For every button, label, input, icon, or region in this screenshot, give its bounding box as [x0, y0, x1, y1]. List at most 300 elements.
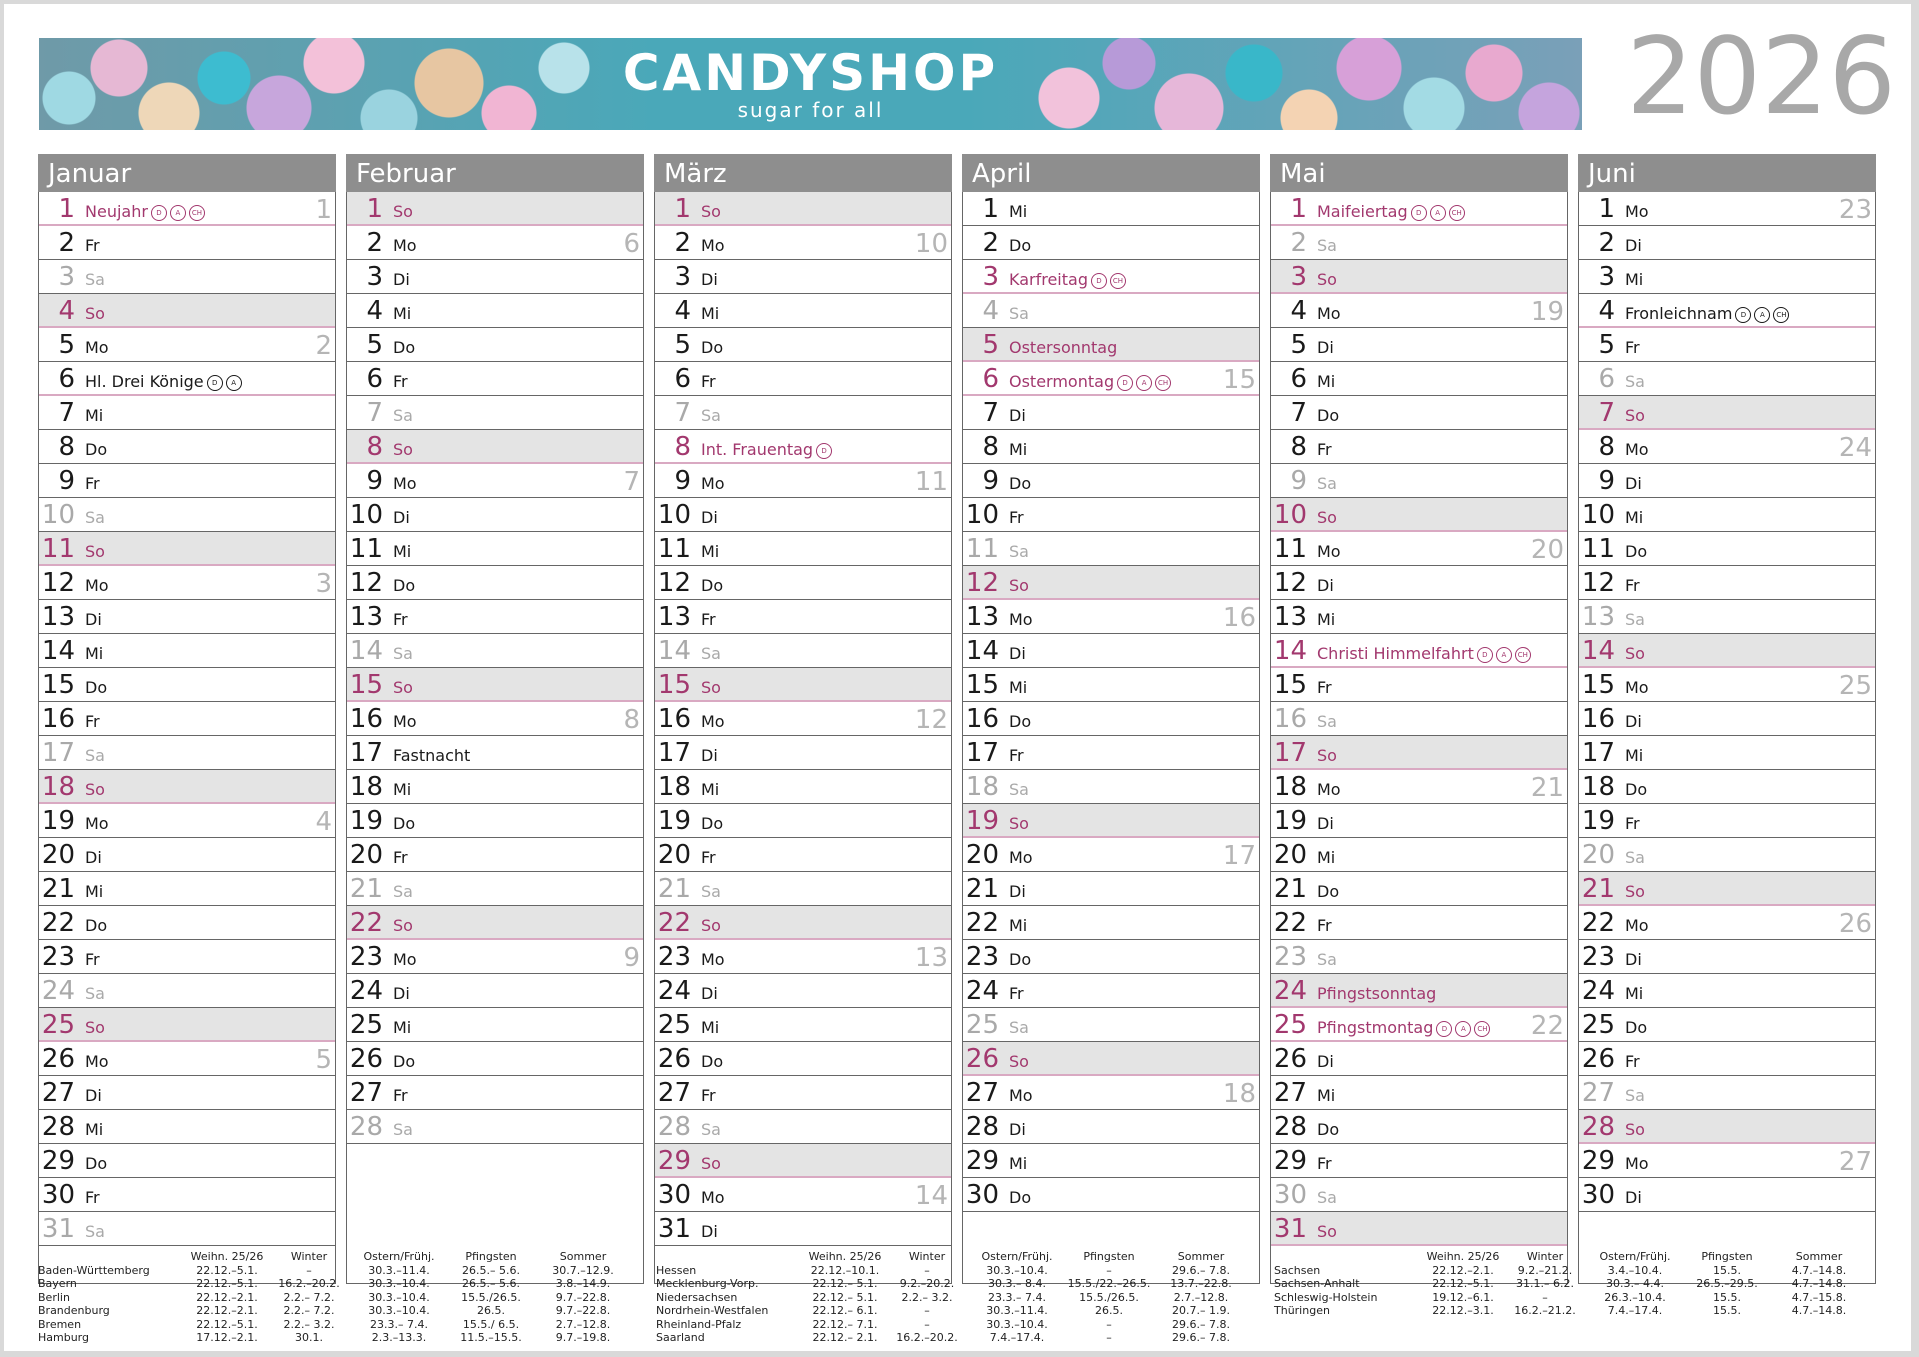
day-label — [393, 984, 410, 1004]
day-number: 18 — [41, 772, 75, 802]
day-row — [655, 770, 951, 804]
holiday-period: 22.12.–2.1. — [196, 1290, 258, 1304]
day-label — [701, 678, 721, 698]
day-label — [1317, 338, 1334, 358]
day-label-text: Mo — [1317, 780, 1341, 799]
holiday-period: 17.12.–2.1. — [196, 1331, 258, 1344]
day-label-text: Fr — [1317, 1154, 1332, 1173]
day-row — [963, 1178, 1259, 1212]
holiday-row — [38, 1277, 638, 1291]
day-row — [39, 804, 335, 838]
day-label-text: Di — [1625, 236, 1642, 255]
day-row — [655, 1008, 951, 1042]
day-label — [85, 712, 100, 732]
day-number: 14 — [1273, 636, 1307, 666]
day-list — [654, 192, 952, 1284]
day-number: 27 — [1581, 1078, 1615, 1108]
day-label-text: Di — [393, 508, 410, 527]
day-label — [1317, 882, 1339, 902]
day-row — [1271, 940, 1567, 974]
day-label — [393, 950, 417, 970]
brand-logo: CANDYSHOP — [622, 44, 999, 102]
day-label — [393, 848, 408, 868]
day-label — [85, 1018, 105, 1038]
day-label-text: Mi — [701, 1018, 720, 1037]
holiday-period: 31.1.– 6.2. — [1516, 1277, 1574, 1290]
day-number: 3 — [1598, 262, 1615, 292]
school-holidays-block — [1274, 1250, 1874, 1318]
day-row — [655, 940, 951, 974]
day-label — [1625, 1154, 1649, 1174]
day-label-text: Ostermontag — [1009, 372, 1115, 391]
day-row — [39, 532, 335, 566]
day-row — [1271, 736, 1567, 770]
day-number: 21 — [41, 874, 75, 904]
day-label — [1625, 440, 1649, 460]
day-label — [701, 610, 716, 630]
holiday-period: 26.5. — [1095, 1304, 1123, 1317]
day-number: 7 — [674, 398, 691, 428]
day-label — [85, 1222, 105, 1242]
day-list — [962, 192, 1260, 1284]
day-row — [39, 328, 335, 362]
day-label — [1009, 1086, 1033, 1106]
day-row — [39, 1212, 335, 1246]
day-row — [655, 396, 951, 430]
day-label — [85, 406, 103, 426]
day-row — [39, 770, 335, 804]
holiday-period: 3.4.–10.4. — [1607, 1263, 1663, 1277]
holiday-table-header — [1274, 1250, 1874, 1264]
day-row — [39, 1042, 335, 1076]
day-row — [39, 396, 335, 430]
country-badge-icon: D — [1117, 375, 1133, 391]
day-row — [1579, 634, 1875, 668]
day-row — [1271, 226, 1567, 260]
day-label-text: Ostersonntag — [1009, 338, 1118, 357]
day-number: 3 — [1290, 262, 1307, 292]
day-number: 5 — [674, 330, 691, 360]
day-number: 31 — [1273, 1214, 1307, 1244]
day-label — [85, 1154, 107, 1174]
month-column — [346, 154, 644, 1284]
holiday-period: 3.8.–14.9. — [555, 1277, 611, 1290]
holiday-row — [38, 1291, 638, 1305]
day-row — [655, 1144, 951, 1178]
week-number: 2 — [315, 331, 332, 361]
day-label — [701, 814, 723, 834]
day-row — [655, 498, 951, 532]
day-label — [85, 916, 107, 936]
day-label-text: So — [393, 916, 413, 935]
day-label — [393, 270, 410, 290]
day-label-text: Mi — [1009, 678, 1028, 697]
state-name: Hamburg — [38, 1331, 89, 1344]
day-row — [39, 294, 335, 328]
day-row — [347, 1110, 643, 1144]
day-number: 15 — [965, 670, 999, 700]
day-label-text: Mo — [1625, 1154, 1649, 1173]
day-number: 8 — [982, 432, 999, 462]
day-row — [1579, 600, 1875, 634]
day-label — [1009, 202, 1027, 222]
day-number: 18 — [1273, 772, 1307, 802]
day-label — [85, 542, 105, 562]
day-label-text: So — [1625, 882, 1645, 901]
holiday-period: 22.12.– 7.1. — [812, 1317, 878, 1331]
day-number: 9 — [366, 466, 383, 496]
day-number: 11 — [1273, 534, 1307, 564]
day-label — [393, 644, 413, 664]
day-number: 4 — [1290, 296, 1307, 326]
holiday-period: 9.2.–20.2. — [899, 1277, 955, 1290]
day-number: 27 — [657, 1078, 691, 1108]
day-label-text: Fr — [1009, 508, 1024, 527]
day-label-text: Do — [85, 678, 108, 697]
day-label — [1317, 236, 1337, 256]
day-number: 20 — [349, 840, 383, 870]
day-row — [963, 260, 1259, 294]
holiday-row — [1274, 1264, 1874, 1278]
day-row — [347, 566, 643, 600]
holiday-row — [38, 1264, 638, 1278]
day-label-text: Mo — [393, 236, 417, 255]
day-row — [1579, 804, 1875, 838]
day-number: 14 — [41, 636, 75, 666]
day-number: 21 — [349, 874, 383, 904]
day-label-text: Mi — [1625, 746, 1644, 765]
day-row — [347, 770, 643, 804]
day-label — [393, 474, 417, 494]
day-label-text: Sa — [85, 508, 105, 527]
day-row — [1271, 872, 1567, 906]
day-row — [1271, 838, 1567, 872]
day-row — [655, 532, 951, 566]
day-number: 21 — [1581, 874, 1615, 904]
day-label — [1625, 270, 1643, 290]
day-label-text: Do — [85, 916, 108, 935]
day-row — [39, 940, 335, 974]
day-label-text: Sa — [393, 644, 413, 663]
day-label-text: Do — [85, 1154, 108, 1173]
day-label — [85, 338, 109, 358]
day-label-text: Di — [1625, 950, 1642, 969]
day-label-text: Mo — [1625, 440, 1649, 459]
day-number: 5 — [366, 330, 383, 360]
day-number: 29 — [1581, 1146, 1615, 1176]
holiday-row — [656, 1291, 1256, 1305]
country-badge-icon: CH — [1155, 375, 1171, 391]
day-row — [1579, 838, 1875, 872]
holiday-period: 4.7.–14.8. — [1791, 1263, 1847, 1277]
day-label-text: Mi — [701, 780, 720, 799]
holiday-column-header: Weihn. 25/26 — [808, 1250, 882, 1263]
day-label — [393, 916, 413, 936]
day-label-text: Sa — [1317, 474, 1337, 493]
day-number: 19 — [1273, 806, 1307, 836]
day-label — [1625, 848, 1645, 868]
day-number: 28 — [349, 1112, 383, 1142]
day-number: 6 — [1598, 364, 1615, 394]
day-row — [39, 362, 335, 396]
day-number: 17 — [965, 738, 999, 768]
holiday-period: 22.12.– 2.1. — [812, 1331, 878, 1344]
day-number: 15 — [657, 670, 691, 700]
country-badge-icon: A — [170, 205, 186, 221]
day-label — [1317, 678, 1332, 698]
day-number: 2 — [58, 228, 75, 258]
day-label-text: Mi — [393, 304, 412, 323]
holiday-column-header: Weihn. 25/26 — [190, 1250, 264, 1263]
holiday-column-header: Winter — [908, 1250, 946, 1263]
day-row — [347, 226, 643, 260]
day-row — [1271, 328, 1567, 362]
holiday-period: – — [1106, 1317, 1112, 1331]
day-label — [393, 678, 413, 698]
holiday-period: 22.12.–3.1. — [1432, 1304, 1494, 1317]
day-label — [1625, 576, 1640, 596]
day-label-text: Mo — [701, 236, 725, 255]
day-number: 20 — [965, 840, 999, 870]
day-label — [701, 644, 721, 664]
holiday-row — [38, 1318, 638, 1332]
day-row — [1579, 872, 1875, 906]
day-number: 6 — [366, 364, 383, 394]
day-row — [963, 1042, 1259, 1076]
day-label — [701, 542, 719, 562]
country-badge-icon: A — [1754, 307, 1770, 323]
day-label-text: Mo — [393, 950, 417, 969]
day-number: 12 — [1581, 568, 1615, 598]
day-label-text: Di — [1317, 1052, 1334, 1071]
day-label — [701, 746, 718, 766]
day-number: 31 — [657, 1214, 691, 1244]
holiday-period: 30.3.– 8.4. — [988, 1277, 1046, 1290]
day-label — [701, 882, 721, 902]
day-label-text: Fr — [1625, 576, 1640, 595]
holiday-period: 30.3.–10.4. — [368, 1290, 430, 1304]
holiday-period: – — [306, 1263, 312, 1277]
month-header: Mai — [1270, 154, 1568, 192]
holiday-row — [1274, 1304, 1874, 1318]
day-row — [347, 974, 643, 1008]
day-label — [1625, 304, 1789, 324]
week-number: 17 — [1222, 841, 1256, 871]
day-number: 15 — [41, 670, 75, 700]
state-name: Brandenburg — [38, 1304, 110, 1317]
day-number: 17 — [1581, 738, 1615, 768]
day-list — [1270, 192, 1568, 1284]
state-name: Schleswig-Holstein — [1274, 1290, 1378, 1304]
holiday-period: 30.3.–10.4. — [368, 1277, 430, 1290]
day-label-text: Fr — [1317, 440, 1332, 459]
day-label-text: Fronleichnam — [1625, 304, 1733, 323]
holiday-period: 15.5. — [1713, 1304, 1741, 1317]
day-label — [393, 508, 410, 528]
day-number: 6 — [1290, 364, 1307, 394]
day-label-text: Di — [701, 508, 718, 527]
day-label — [1317, 304, 1341, 324]
day-label — [1317, 814, 1334, 834]
day-row — [347, 192, 643, 226]
day-number: 3 — [674, 262, 691, 292]
day-label-text: Do — [701, 814, 724, 833]
day-label — [1317, 1154, 1332, 1174]
day-label — [85, 950, 100, 970]
day-label — [1317, 984, 1436, 1004]
day-label — [701, 712, 725, 732]
day-row — [655, 974, 951, 1008]
month-header: Juni — [1578, 154, 1876, 192]
day-row — [1271, 600, 1567, 634]
day-label — [85, 848, 102, 868]
holiday-period: 16.2.–20.2. — [896, 1331, 958, 1344]
state-name: Nordrhein-Westfalen — [656, 1304, 769, 1317]
holiday-period: 22.12.–2.1. — [196, 1304, 258, 1317]
day-label — [1009, 1120, 1026, 1140]
state-name: Bayern — [38, 1277, 77, 1290]
day-row — [655, 260, 951, 294]
day-number: 6 — [982, 364, 999, 394]
day-label — [1317, 508, 1337, 528]
holiday-period: 15.5./ 6.5. — [462, 1317, 520, 1331]
day-label-text: Di — [1009, 644, 1026, 663]
holiday-period: 26.3.–10.4. — [1604, 1290, 1666, 1304]
day-label-text: Mo — [393, 474, 417, 493]
day-label-text: Fr — [393, 1086, 408, 1105]
day-label-text: Mo — [85, 576, 109, 595]
day-row — [347, 328, 643, 362]
day-label-text: Do — [1625, 1018, 1648, 1037]
day-label — [1009, 916, 1027, 936]
day-row — [655, 600, 951, 634]
day-label-text: So — [1625, 1120, 1645, 1139]
day-number: 20 — [41, 840, 75, 870]
day-label — [701, 338, 723, 358]
day-label — [1317, 916, 1332, 936]
day-number: 30 — [41, 1180, 75, 1210]
day-label — [393, 882, 413, 902]
day-label — [393, 610, 408, 630]
day-label — [701, 508, 718, 528]
day-label-text: Mi — [85, 1120, 104, 1139]
day-label-text: Mi — [1625, 508, 1644, 527]
week-number: 24 — [1838, 433, 1872, 463]
day-label — [701, 950, 725, 970]
day-label-text: So — [85, 304, 105, 323]
day-label-text: So — [85, 1018, 105, 1037]
day-label — [1009, 270, 1126, 290]
state-name: Baden-Württemberg — [38, 1263, 150, 1277]
day-number: 20 — [1273, 840, 1307, 870]
year-title: 2026 — [1626, 15, 1896, 138]
day-label — [701, 1086, 716, 1106]
day-row — [1579, 770, 1875, 804]
day-number: 14 — [965, 636, 999, 666]
day-label — [1625, 1018, 1647, 1038]
day-number: 24 — [965, 976, 999, 1006]
day-label-text: Fr — [1317, 678, 1332, 697]
country-badge-icon: CH — [1515, 647, 1531, 663]
day-number: 15 — [1273, 670, 1307, 700]
day-row — [39, 1076, 335, 1110]
holiday-row — [1274, 1291, 1874, 1305]
brand-tagline: sugar for all — [737, 98, 884, 122]
day-row — [347, 532, 643, 566]
day-label-text: Di — [701, 984, 718, 1003]
day-label-text: Mo — [1625, 678, 1649, 697]
day-number: 25 — [657, 1010, 691, 1040]
day-label — [1625, 542, 1647, 562]
holiday-period: 16.2.–21.2. — [1514, 1304, 1576, 1317]
day-row — [1271, 396, 1567, 430]
holiday-column-header: Pfingsten — [1083, 1250, 1135, 1263]
day-label-text: Sa — [393, 406, 413, 425]
day-label-text: Sa — [1009, 1018, 1029, 1037]
day-number: 9 — [58, 466, 75, 496]
day-number: 7 — [366, 398, 383, 428]
day-row — [347, 668, 643, 702]
day-number: 2 — [1598, 228, 1615, 258]
day-number: 30 — [965, 1180, 999, 1210]
day-label-text: Do — [701, 576, 724, 595]
day-label-text: Fr — [85, 474, 100, 493]
day-label-text: Mi — [1625, 270, 1644, 289]
week-number: 14 — [914, 1181, 948, 1211]
holiday-period: 2.2.– 7.2. — [283, 1290, 335, 1304]
day-label-text: Do — [393, 814, 416, 833]
day-label — [85, 1086, 102, 1106]
holiday-period: 29.6.– 7.8. — [1172, 1317, 1230, 1331]
holiday-period: 9.7.–22.8. — [555, 1290, 611, 1304]
day-label — [1625, 406, 1645, 426]
day-label — [393, 202, 413, 222]
day-row — [39, 1110, 335, 1144]
day-row — [1579, 362, 1875, 396]
day-label-text: Sa — [1317, 1188, 1337, 1207]
day-label — [85, 304, 105, 324]
day-row — [347, 702, 643, 736]
day-row — [39, 498, 335, 532]
week-number: 15 — [1222, 365, 1256, 395]
day-row — [39, 192, 335, 226]
holiday-period: 2.2.– 3.2. — [901, 1290, 953, 1304]
holiday-period: 22.12.– 6.1. — [812, 1304, 878, 1317]
day-label — [1317, 1018, 1490, 1038]
day-label — [393, 1018, 411, 1038]
holiday-column-header: Weihn. 25/26 — [1426, 1250, 1500, 1263]
day-label-text: Neujahr — [85, 202, 148, 221]
holiday-period: – — [1542, 1290, 1548, 1304]
day-label-text: Sa — [1317, 712, 1337, 731]
day-number: 22 — [965, 908, 999, 938]
day-label-text: Pfingstsonntag — [1317, 984, 1437, 1003]
day-number: 19 — [349, 806, 383, 836]
holiday-column-header: Sommer — [1177, 1250, 1225, 1263]
day-row — [655, 1076, 951, 1110]
day-number: 24 — [1273, 976, 1307, 1006]
day-number: 1 — [1598, 194, 1615, 224]
day-number: 5 — [982, 330, 999, 360]
day-row — [39, 838, 335, 872]
day-label — [1009, 746, 1024, 766]
day-label-text: Mi — [1317, 1086, 1336, 1105]
day-label-text: Di — [1625, 474, 1642, 493]
state-name: Saarland — [656, 1331, 705, 1344]
day-label-text: Do — [1625, 780, 1648, 799]
day-label-text: Di — [1625, 1188, 1642, 1207]
day-number: 1 — [674, 194, 691, 224]
